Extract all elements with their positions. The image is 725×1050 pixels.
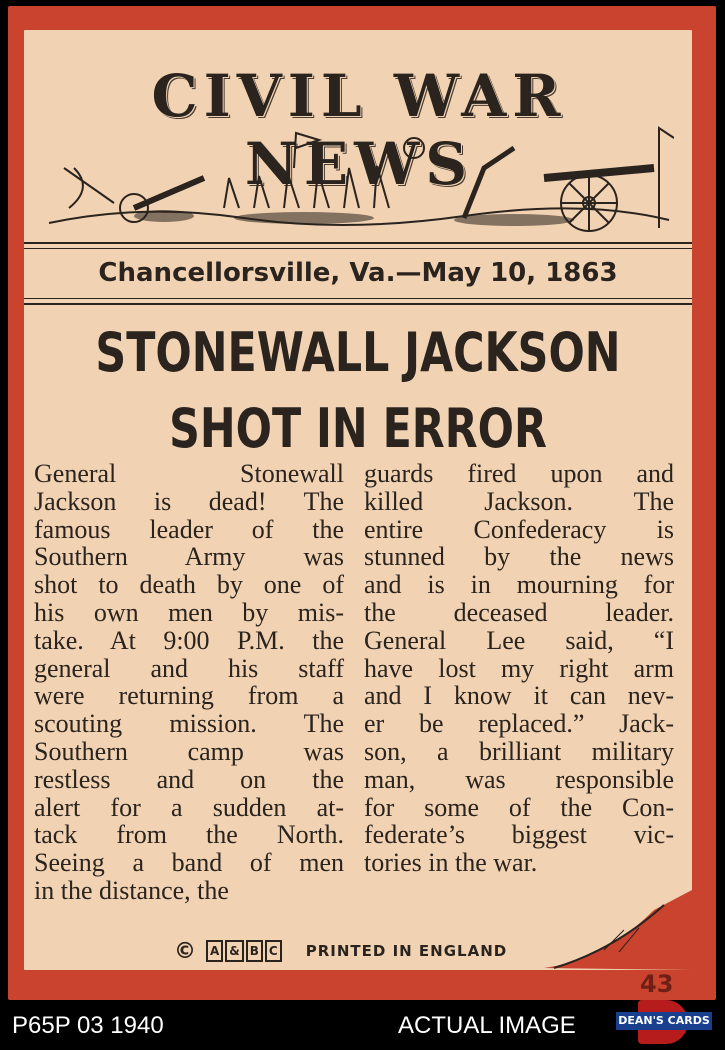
deans-cards-logo[interactable] <box>616 1000 712 1044</box>
article-line: for some of the Con- <box>364 792 674 822</box>
masthead-title: CIVIL WAR NEWS <box>151 62 567 198</box>
article-column-left <box>34 460 344 905</box>
dateline: Chancellorsville, Va.—May 10, 1863 <box>98 258 618 288</box>
article-line: son, a brilliant military <box>364 736 674 766</box>
divider-top <box>24 242 692 244</box>
article-line: alert for a sudden at- <box>34 792 344 822</box>
divider-top-2 <box>24 248 692 249</box>
logo-text: DEAN'S CARDS <box>616 1012 712 1030</box>
article-line: in the distance, the <box>34 875 229 905</box>
article-line: his own men by mis- <box>34 597 344 627</box>
abc-logo <box>206 940 282 962</box>
article-line: General Stonewall <box>34 459 344 488</box>
article-line: Jackson is dead! The <box>34 486 344 516</box>
headline-line-2: SHOT IN ERROR <box>169 397 547 460</box>
article-line: stunned by the news <box>364 542 674 572</box>
trading-card <box>8 6 716 1000</box>
article-line: tack from the North. <box>34 820 344 850</box>
article-line: take. At 9:00 P.M. the <box>34 625 344 655</box>
article-line: have lost my right arm <box>364 653 674 683</box>
article-line: guards fired upon and <box>364 459 674 488</box>
article-line: and is in mourning for <box>364 570 674 600</box>
card-paper <box>24 30 692 998</box>
article-line: the deceased leader. <box>364 597 674 627</box>
article-line: killed Jackson. The <box>364 486 674 516</box>
divider-bottom <box>24 298 692 299</box>
article-line: famous leader of the <box>34 514 344 544</box>
article-line: restless and on the <box>34 764 344 794</box>
printed-in-england: PRINTED IN ENGLAND <box>305 942 508 960</box>
card-number: 43 <box>640 970 674 998</box>
copyright-symbol: © <box>174 938 196 964</box>
abc-letter: & <box>225 940 243 962</box>
article-line: man, was responsible <box>364 764 674 794</box>
card-footer <box>174 936 507 966</box>
actual-image-label: ACTUAL IMAGE <box>398 1012 576 1039</box>
article-line: general and his staff <box>34 653 344 683</box>
bottom-bar <box>0 1006 725 1050</box>
abc-letter: C <box>265 940 282 962</box>
headline <box>64 315 652 467</box>
page-curl-illustration <box>544 890 692 970</box>
article-line: Seeing a band of men <box>34 848 344 878</box>
article-column-right <box>364 460 674 877</box>
divider-bottom-2 <box>24 303 692 305</box>
article-line: Southern Army was <box>34 542 344 572</box>
battle-scene-illustration <box>44 108 674 238</box>
article-line: shot to death by one of <box>34 570 344 600</box>
article-line: Southern camp was <box>34 736 344 766</box>
article-line: tories in the war. <box>364 848 538 878</box>
abc-letter: B <box>246 940 263 962</box>
article-line: er be replaced.” Jack- <box>364 709 674 739</box>
article-line: and I know it can nev- <box>364 681 674 711</box>
grade-label: P65P 03 1940 <box>12 1012 164 1039</box>
headline-line-1: STONEWALL JACKSON <box>95 321 621 384</box>
article-line: entire Confederacy is <box>364 514 674 544</box>
article-line: scouting mission. The <box>34 709 344 739</box>
masthead <box>44 48 674 238</box>
abc-letter: A <box>206 940 223 962</box>
article-line: General Lee said, “I <box>364 625 674 655</box>
article-line: were returning from a <box>34 681 344 711</box>
article-line: federate’s biggest vic- <box>364 820 674 850</box>
